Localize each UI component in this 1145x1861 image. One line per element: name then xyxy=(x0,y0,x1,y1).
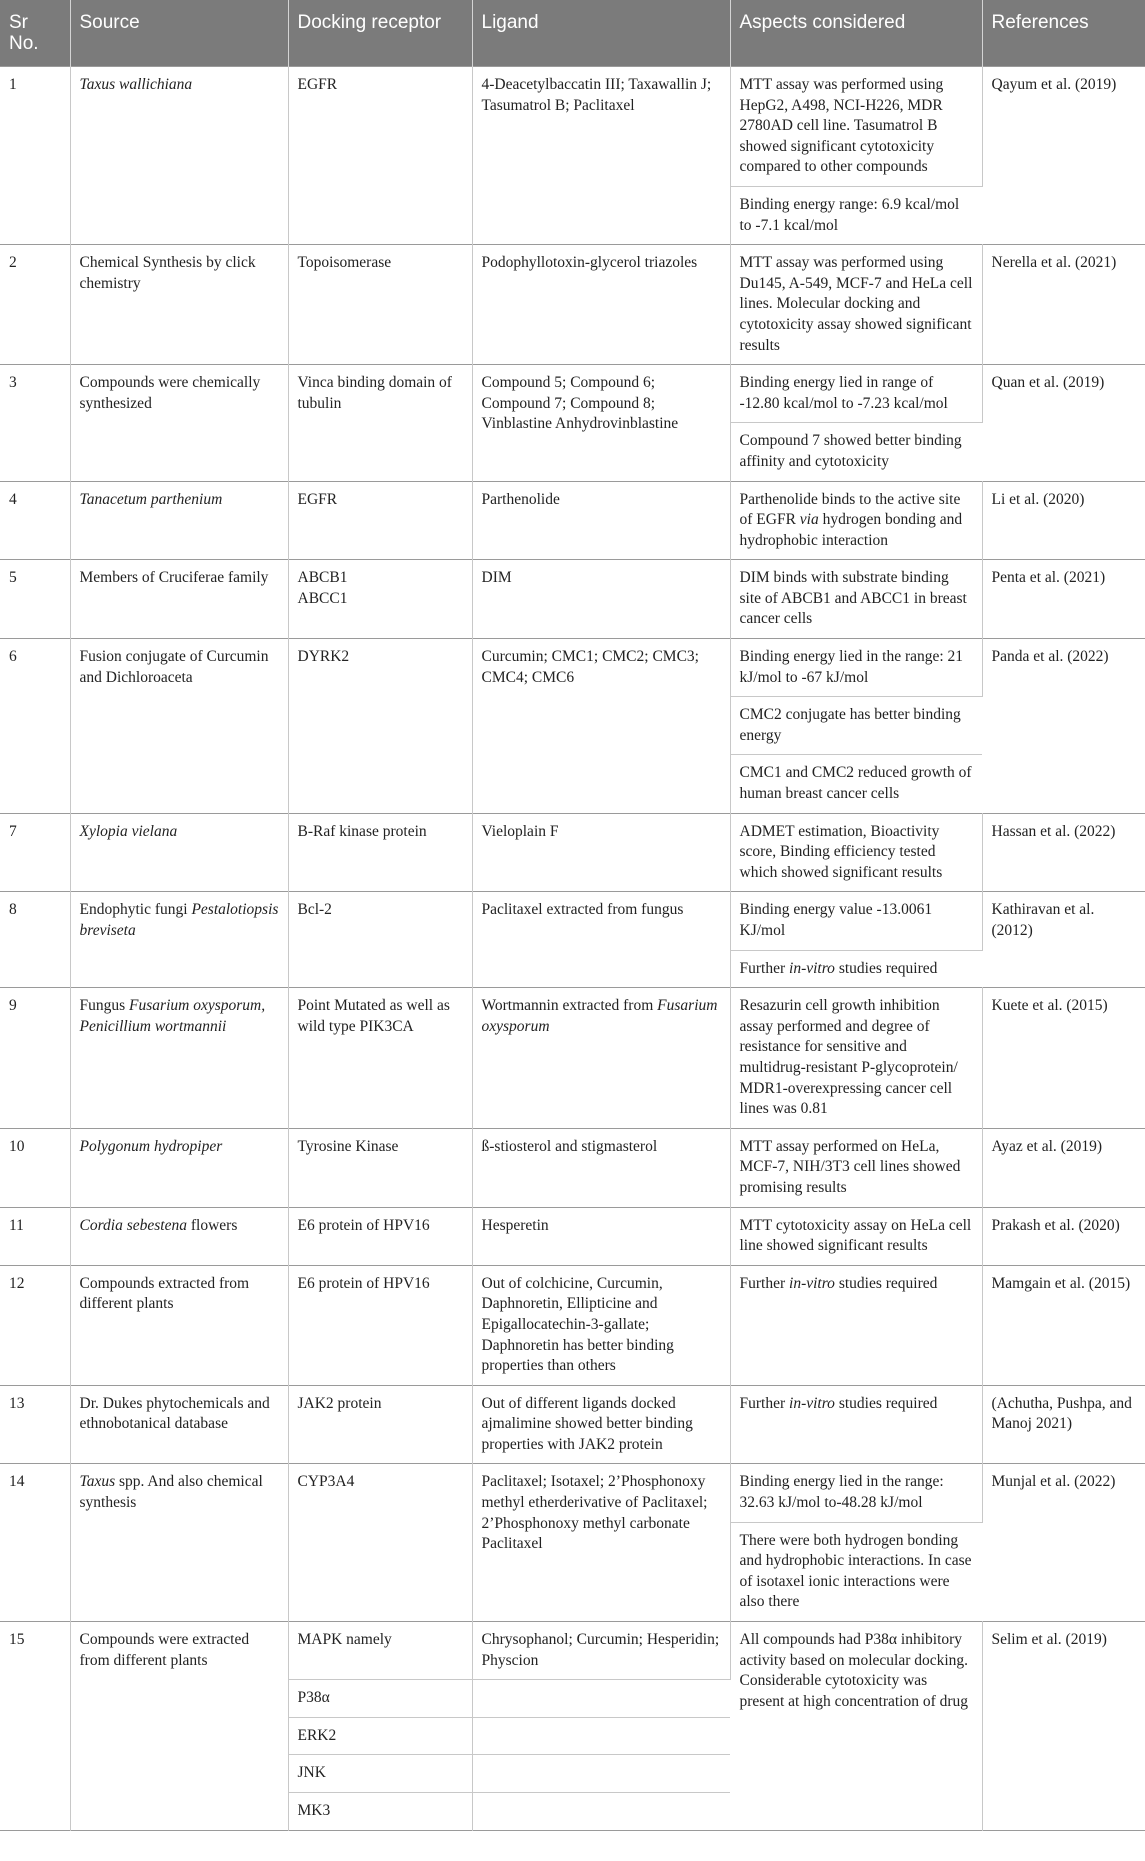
cell-reference: Mamgain et al. (2015) xyxy=(982,1265,1145,1385)
cell-receptor: ERK2 xyxy=(288,1717,472,1755)
table-row xyxy=(0,67,1145,187)
cell-sr-no: 6 xyxy=(0,639,70,814)
cell-ligand-empty xyxy=(472,1793,730,1831)
cell-aspects: Binding energy lied in the range: 21 kJ/mol to -67 kJ/mol xyxy=(730,639,982,697)
cell-sr-no: 11 xyxy=(0,1207,70,1265)
source-italic: Taxus xyxy=(79,1473,116,1491)
cell-source: Compounds were extracted from different plants xyxy=(70,1622,288,1831)
cell-receptor: CYP3A4 xyxy=(288,1464,472,1622)
aspects-italic: in-vitro xyxy=(789,1394,835,1412)
cell-ligand: Paclitaxel; Isotaxel; 2’Phosphonoxy methyl etherderivative of Paclitaxel; 2’Phosphonoxy methyl carbonate Paclitaxel xyxy=(472,1464,730,1622)
cell-aspects: Compound 7 showed better binding affinity and cytotoxicity xyxy=(730,423,982,481)
ligand-italic: Fusarium oxysporum xyxy=(481,997,718,1035)
cell-aspects: CMC1 and CMC2 reduced growth of human breast cancer cells xyxy=(730,755,982,813)
cell-sr-no: 7 xyxy=(0,813,70,892)
header-references: References xyxy=(982,0,1145,67)
cell-receptor: Bcl-2 xyxy=(288,892,472,988)
cell-sr-no: 5 xyxy=(0,560,70,639)
cell-sr-no: 2 xyxy=(0,245,70,365)
cell-aspects xyxy=(730,1385,982,1464)
header-sr-no: Sr No. xyxy=(0,0,70,67)
cell-receptor: Point Mutated as well as wild type PIK3CA xyxy=(288,988,472,1129)
cell-receptor: Topoisomerase xyxy=(288,245,472,365)
header-aspects-considered: Aspects considered xyxy=(730,0,982,67)
table-row xyxy=(0,1464,1145,1522)
cell-source: Fusion conjugate of Curcumin and Dichloroaceta xyxy=(70,639,288,814)
ligand-text: Wortmannin extracted from xyxy=(481,997,658,1015)
cell-ligand: Curcumin; CMC1; CMC2; CMC3; CMC4; CMC6 xyxy=(472,639,730,814)
cell-receptor: Tyrosine Kinase xyxy=(288,1128,472,1207)
cell-receptor: JNK xyxy=(288,1755,472,1793)
cell-sr-no: 15 xyxy=(0,1622,70,1831)
cell-aspects: Binding energy lied in range of -12.80 kcal/mol to -7.23 kcal/mol xyxy=(730,365,982,423)
cell-sr-no: 9 xyxy=(0,988,70,1129)
cell-ligand: Compound 5; Compound 6; Compound 7; Compound 8; Vinblastine Anhydrovinblastine xyxy=(472,365,730,481)
cell-receptor: E6 protein of HPV16 xyxy=(288,1207,472,1265)
cell-reference: Kuete et al. (2015) xyxy=(982,988,1145,1129)
cell-ligand: Parthenolide xyxy=(472,481,730,560)
aspects-italic: in-vitro xyxy=(789,1274,835,1292)
cell-source: Compounds extracted from different plants xyxy=(70,1265,288,1385)
cell-aspects xyxy=(730,1265,982,1385)
cell-receptor: DYRK2 xyxy=(288,639,472,814)
cell-source: Members of Cruciferae family xyxy=(70,560,288,639)
cell-receptor: MK3 xyxy=(288,1793,472,1831)
table-row xyxy=(0,988,1145,1129)
cell-aspects: MTT assay was performed using Du145, A-549, MCF-7 and HeLa cell lines. Molecular docking and cytotoxicity assay showed significant results xyxy=(730,245,982,365)
aspects-text: studies required xyxy=(834,959,938,977)
source-text: Endophytic fungi xyxy=(79,901,192,919)
source-italic: Pestalotiopsis breviseta xyxy=(79,901,279,939)
aspects-text: Parthenolide binds to the active site of EGFR xyxy=(739,490,961,529)
cell-ligand: Paclitaxel extracted from fungus xyxy=(472,892,730,988)
cell-reference: Qayum et al. (2019) xyxy=(982,67,1145,245)
cell-ligand: Podophyllotoxin-glycerol triazoles xyxy=(472,245,730,365)
aspects-text: studies required xyxy=(834,1394,938,1412)
cell-receptor: E6 protein of HPV16 xyxy=(288,1265,472,1385)
table-header-row xyxy=(0,0,1145,67)
source-italic: Cordia sebestena xyxy=(79,1216,187,1234)
cell-ligand: Out of colchicine, Curcumin, Daphnoretin, Ellipticine and Epigallocatechin-3-gallate; Daphnoretin has better binding properties than others xyxy=(472,1265,730,1385)
source-text: flowers xyxy=(187,1216,238,1234)
cell-source xyxy=(70,1464,288,1622)
cell-reference: Li et al. (2020) xyxy=(982,481,1145,560)
cell-sr-no: 4 xyxy=(0,481,70,560)
table-row xyxy=(0,1207,1145,1265)
cell-receptor: B-Raf kinase protein xyxy=(288,813,472,892)
cell-aspects: There were both hydrogen bonding and hydrophobic interactions. In case of isotaxel ionic interactions were also there xyxy=(730,1522,982,1621)
cell-ligand: 4-Deacetylbaccatin III; Taxawallin J; Tasumatrol B; Paclitaxel xyxy=(472,67,730,245)
table-row xyxy=(0,245,1145,365)
cell-reference: Panda et al. (2022) xyxy=(982,639,1145,814)
cell-receptor: MAPK namely xyxy=(288,1622,472,1680)
cell-sr-no: 1 xyxy=(0,67,70,245)
cell-ligand-empty xyxy=(472,1717,730,1755)
table-row xyxy=(0,1128,1145,1207)
cell-ligand-empty xyxy=(472,1755,730,1793)
aspects-text: studies required xyxy=(834,1274,938,1292)
table-row xyxy=(0,639,1145,697)
cell-source xyxy=(70,1207,288,1265)
cell-aspects: Binding energy value -13.0061 KJ/mol xyxy=(730,892,982,950)
cell-aspects: DIM binds with substrate binding site of ABCB1 and ABCC1 in breast cancer cells xyxy=(730,560,982,639)
cell-reference: Quan et al. (2019) xyxy=(982,365,1145,481)
cell-ligand: Chrysophanol; Curcumin; Hesperidin; Physcion xyxy=(472,1622,730,1680)
cell-source: Taxus wallichiana xyxy=(70,67,288,245)
cell-receptor: JAK2 protein xyxy=(288,1385,472,1464)
cell-reference: Ayaz et al. (2019) xyxy=(982,1128,1145,1207)
table-row xyxy=(0,365,1145,423)
cell-ligand: Out of different ligands docked ajmalimine showed better binding properties with JAK2 protein xyxy=(472,1385,730,1464)
cell-source: Dr. Dukes phytochemicals and ethnobotanical database xyxy=(70,1385,288,1464)
cell-sr-no: 3 xyxy=(0,365,70,481)
source-text: Fungus xyxy=(79,997,130,1015)
cell-sr-no: 10 xyxy=(0,1128,70,1207)
cell-reference: Kathiravan et al. (2012) xyxy=(982,892,1145,988)
cell-aspects: All compounds had P38α inhibitory activity based on molecular docking. Considerable cytotoxicity was present at high concentration of drug xyxy=(730,1622,982,1831)
cell-sr-no: 13 xyxy=(0,1385,70,1464)
cell-source: Polygonum hydropiper xyxy=(70,1128,288,1207)
cell-reference: Hassan et al. (2022) xyxy=(982,813,1145,892)
cell-aspects: CMC2 conjugate has better binding energy xyxy=(730,697,982,755)
cell-receptor: ABCB1 ABCC1 xyxy=(288,560,472,639)
cell-sr-no: 12 xyxy=(0,1265,70,1385)
cell-reference: Munjal et al. (2022) xyxy=(982,1464,1145,1622)
aspects-italic: in-vitro xyxy=(789,959,835,977)
cell-aspects: Resazurin cell growth inhibition assay performed and degree of resistance for sensitive and multidrug-resistant P-glycoprotein/ MDR1-overexpressing cancer cell lines was 0.81 xyxy=(730,988,982,1129)
aspects-italic: via xyxy=(799,511,819,529)
cell-aspects: ADMET estimation, Bioactivity score, Binding efficiency tested which showed significant results xyxy=(730,813,982,892)
cell-ligand: Hesperetin xyxy=(472,1207,730,1265)
cell-ligand: DIM xyxy=(472,560,730,639)
table-row xyxy=(0,1265,1145,1385)
header-docking-receptor: Docking receptor xyxy=(288,0,472,67)
cell-ligand-empty xyxy=(472,1680,730,1718)
cell-ligand: Vieloplain F xyxy=(472,813,730,892)
cell-receptor: Vinca binding domain of tubulin xyxy=(288,365,472,481)
cell-source: Chemical Synthesis by click chemistry xyxy=(70,245,288,365)
cell-aspects xyxy=(730,481,982,560)
cell-reference: Selim et al. (2019) xyxy=(982,1622,1145,1831)
aspects-text: Further xyxy=(739,1274,790,1292)
cell-reference: Penta et al. (2021) xyxy=(982,560,1145,639)
cell-source xyxy=(70,988,288,1129)
cell-aspects: MTT assay performed on HeLa, MCF-7, NIH/3T3 cell lines showed promising results xyxy=(730,1128,982,1207)
cell-reference: Nerella et al. (2021) xyxy=(982,245,1145,365)
cell-sr-no: 14 xyxy=(0,1464,70,1622)
cell-source: Tanacetum parthenium xyxy=(70,481,288,560)
table-row xyxy=(0,1385,1145,1464)
table-row xyxy=(0,481,1145,560)
table-row xyxy=(0,1622,1145,1680)
cell-aspects: MTT cytotoxicity assay on HeLa cell line showed significant results xyxy=(730,1207,982,1265)
cell-receptor: P38α xyxy=(288,1680,472,1718)
table-row xyxy=(0,560,1145,639)
cell-ligand: ß-stiosterol and stigmasterol xyxy=(472,1128,730,1207)
cell-aspects: Binding energy lied in the range: 32.63 kJ/mol to-48.28 kJ/mol xyxy=(730,1464,982,1522)
source-text: spp. And also chemical synthesis xyxy=(79,1473,263,1512)
aspects-text: hydrogen bonding and hydrophobic interaction xyxy=(739,511,963,549)
cell-reference: (Achutha, Pushpa, and Manoj 2021) xyxy=(982,1385,1145,1464)
table-row xyxy=(0,892,1145,950)
cell-ligand xyxy=(472,988,730,1129)
aspects-text: Further xyxy=(739,959,790,977)
cell-receptor: EGFR xyxy=(288,67,472,245)
table-row xyxy=(0,813,1145,892)
cell-source xyxy=(70,892,288,988)
cell-reference: Prakash et al. (2020) xyxy=(982,1207,1145,1265)
cell-receptor: EGFR xyxy=(288,481,472,560)
cell-aspects: MTT assay was performed using HepG2, A498, NCI-H226, MDR 2780AD cell line. Tasumatrol B showed significant cytotoxicity compared to other compounds xyxy=(730,67,982,187)
header-source: Source xyxy=(70,0,288,67)
aspects-text: Further xyxy=(739,1394,790,1412)
cell-source: Xylopia vielana xyxy=(70,813,288,892)
source-italic: Fusarium oxysporum, Penicillium wortmannii xyxy=(79,997,266,1035)
cell-aspects: Binding energy range: 6.9 kcal/mol to -7.1 kcal/mol xyxy=(730,186,982,244)
cell-sr-no: 8 xyxy=(0,892,70,988)
cell-aspects xyxy=(730,950,982,988)
cell-source: Compounds were chemically synthesized xyxy=(70,365,288,481)
header-ligand: Ligand xyxy=(472,0,730,67)
